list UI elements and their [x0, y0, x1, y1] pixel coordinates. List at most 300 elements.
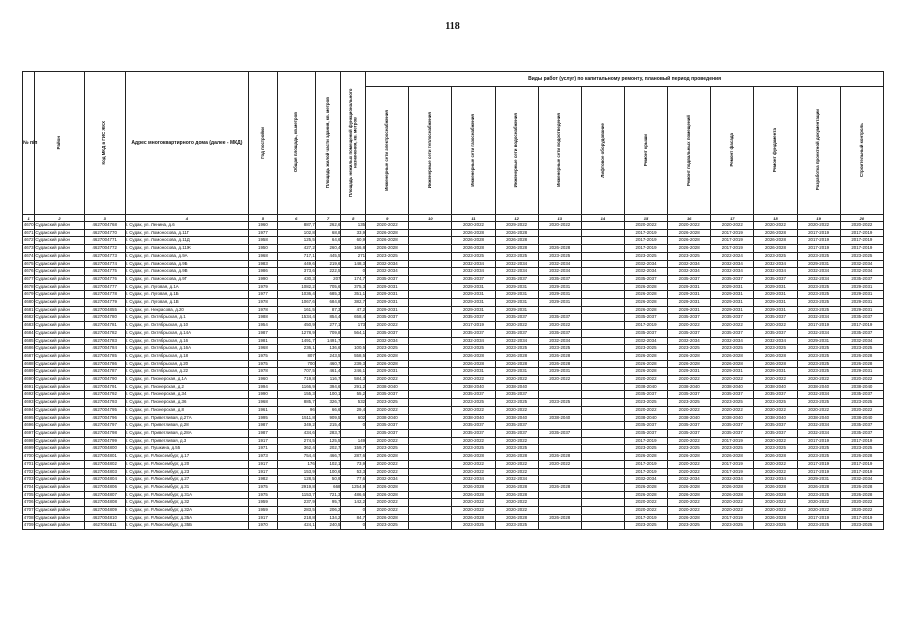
table-cell: 2023-2025 — [711, 345, 754, 353]
table-cell: 4682 — [23, 314, 35, 322]
table-cell: 4673 — [23, 245, 35, 253]
table-cell: 1166,9 — [277, 383, 315, 391]
table-cell: 2026-2028 — [797, 483, 840, 491]
table-row — [23, 406, 884, 414]
table-cell: 2029-2031 — [797, 337, 840, 345]
table-cell: 887,7 — [277, 222, 315, 230]
table-cell: 2035-2037 — [668, 275, 711, 283]
table-cell: 2023-2025 — [624, 252, 667, 260]
table-cell: 2029-2031 — [538, 299, 581, 307]
table-cell: 2020-2022 — [840, 499, 883, 507]
table-cell — [581, 422, 624, 430]
table-cell: 2023-2025 — [366, 399, 409, 407]
table-cell: 207 — [315, 275, 341, 283]
table-cell: Судакский район — [35, 237, 84, 245]
table-cell: 2032-2034 — [840, 476, 883, 484]
table-cell: 909,5 — [315, 414, 341, 422]
table-cell: 2023-2025 — [668, 345, 711, 353]
table-cell: 2026-2028 — [668, 352, 711, 360]
table-cell: 2029-2031 — [797, 260, 840, 268]
table-cell: 2023-2025 — [797, 345, 840, 353]
table-cell: 2017-2019 — [797, 468, 840, 476]
table-cell: Судакский район — [35, 399, 84, 407]
table-cell: 2029-2031 — [495, 283, 538, 291]
table-cell: г. Судак, ул. Пушкина, д.55 — [125, 445, 248, 453]
table-cell: 2029-2031 — [711, 291, 754, 299]
table-cell: 1917 — [249, 468, 278, 476]
table-cell: 2032-2034 — [366, 268, 409, 276]
table-cell: Судакский район — [35, 453, 84, 461]
table-cell: Судакский район — [35, 260, 84, 268]
table-cell: 2026-2028 — [840, 483, 883, 491]
table-cell: 2026-2028 — [538, 514, 581, 522]
table-cell: г. Судак, ул. Пионерская, д.2 — [125, 383, 248, 391]
table-cell: 2026-2028 — [538, 352, 581, 360]
table-cell: 2020-2022 — [366, 460, 409, 468]
table-cell: 2020-2022 — [452, 406, 495, 414]
table-cell: 202,7 — [315, 445, 341, 453]
table-cell: 102,1 — [315, 460, 341, 468]
table-cell — [409, 414, 452, 422]
table-cell: г. Судак, ул. Октябрьская, д.16А — [125, 345, 248, 353]
table-cell: 2020-2022 — [538, 460, 581, 468]
table-cell: 2023-2025 — [754, 399, 797, 407]
table-cell: 2017-2019 — [624, 245, 667, 253]
table-cell: 2035-2037 — [495, 329, 538, 337]
table-cell: 2020-2022 — [668, 468, 711, 476]
table-cell — [409, 499, 452, 507]
table-cell — [409, 268, 452, 276]
table-cell: 2026-2028 — [366, 491, 409, 499]
table-cell: 166,8 — [341, 245, 366, 253]
column-number: 20 — [840, 215, 883, 222]
table-cell: 66,6 — [315, 406, 341, 414]
table-cell: 1960 — [249, 222, 278, 230]
column-number: 7 — [315, 215, 341, 222]
table-row — [23, 399, 884, 407]
table-cell — [581, 352, 624, 360]
table-cell: 4627004796 — [84, 414, 125, 422]
table-cell: 2020-2022 — [452, 437, 495, 445]
table-cell: 2020-2022 — [754, 406, 797, 414]
table-cell: Судакский район — [35, 391, 84, 399]
table-cell: 2023-2025 — [366, 345, 409, 353]
table-cell: 4680 — [23, 299, 35, 307]
table-cell: г. Судак, ул. Приветливая, д.28 — [125, 422, 248, 430]
table-cell: 2035-2037 — [538, 429, 581, 437]
table-cell: 2017-2019 — [797, 437, 840, 445]
table-cell: 2023-2025 — [624, 522, 667, 530]
table-cell: г. Судак, ул. Р.Люксембург, д.32 — [125, 499, 248, 507]
table-cell: 2035-2037 — [495, 422, 538, 430]
table-cell: 2023-2025 — [840, 445, 883, 453]
table-cell: 2032-2034 — [624, 268, 667, 276]
table-cell: 2026-2028 — [668, 453, 711, 461]
table-cell: 2035-2037 — [711, 429, 754, 437]
table-cell — [409, 429, 452, 437]
table-cell: 243,5 — [315, 352, 341, 360]
table-cell: 2023-2025 — [840, 345, 883, 353]
table-cell: 2029-2031 — [711, 299, 754, 307]
table-cell: 721,3 — [315, 491, 341, 499]
header-district: Район — [35, 72, 84, 215]
table-cell: г. Судак, ул. Приветливая, д.27А — [125, 414, 248, 422]
table-cell — [538, 391, 581, 399]
table-cell: 2029-2031 — [452, 299, 495, 307]
table-cell — [581, 476, 624, 484]
table-cell — [409, 368, 452, 376]
table-cell: г. Судак, ул. Октябрьская, д.16 — [125, 337, 248, 345]
table-cell: 2020-2022 — [668, 406, 711, 414]
table-cell: 2017-2019 — [452, 322, 495, 330]
table-cell: 4690 — [23, 376, 35, 384]
table-cell: 2035-2037 — [452, 329, 495, 337]
table-cell: г. Судак, ул. Р.Люксембург, д.31А — [125, 491, 248, 499]
table-cell: 2023-2025 — [668, 399, 711, 407]
table-cell: 1982 — [249, 476, 278, 484]
table-cell: 2038-2040 — [366, 414, 409, 422]
table-cell: 2032-2034 — [668, 476, 711, 484]
table-cell: 2017-2019 — [711, 245, 754, 253]
table-row — [23, 507, 884, 515]
table-cell: 2032-2034 — [711, 476, 754, 484]
table-cell: 2026-2028 — [754, 229, 797, 237]
table-cell: 2032-2034 — [366, 260, 409, 268]
table-cell: 1986 — [249, 268, 278, 276]
table-cell: 2020-2022 — [452, 507, 495, 515]
table-cell: 2032-2034 — [840, 268, 883, 276]
table-cell: 1254,9 — [341, 483, 366, 491]
table-cell: 2023-2025 — [797, 445, 840, 453]
table-cell: 2032-2034 — [754, 337, 797, 345]
table-cell: 2023-2025 — [797, 252, 840, 260]
table-cell: 2026-2028 — [452, 360, 495, 368]
table-cell: 2017-2019 — [797, 514, 840, 522]
table-cell: 2023-2025 — [797, 291, 840, 299]
table-cell: 709,8 — [315, 329, 341, 337]
table-cell: 1959 — [249, 507, 278, 515]
table-cell: 2020-2022 — [495, 468, 538, 476]
table-cell: 2023-2025 — [495, 522, 538, 530]
table-cell: 2035-2037 — [452, 275, 495, 283]
table-cell: 2035-2037 — [538, 275, 581, 283]
column-number: 12 — [495, 215, 538, 222]
table-cell: 2026-2028 — [840, 491, 883, 499]
table-cell: 0 — [341, 507, 366, 515]
table-cell — [581, 491, 624, 499]
table-cell: г. Судак, ул. Приветливая, д.28А — [125, 429, 248, 437]
table-cell: 4627004790 — [84, 376, 125, 384]
table-cell: 2035-2037 — [754, 429, 797, 437]
column-number: 5 — [249, 215, 278, 222]
table-cell: 274,5 — [277, 437, 315, 445]
table-cell: 2017-2019 — [840, 229, 883, 237]
table-cell — [409, 260, 452, 268]
table-cell — [581, 245, 624, 253]
table-row — [23, 453, 884, 461]
table-cell: 2029-2031 — [452, 306, 495, 314]
table-cell: 2020-2022 — [754, 437, 797, 445]
table-cell: 2026-2028 — [538, 483, 581, 491]
table-cell — [409, 252, 452, 260]
table-cell: 4683 — [23, 322, 35, 330]
table-cell: 2017-2019 — [797, 460, 840, 468]
table-cell: 4627004773 — [84, 252, 125, 260]
table-cell: 2020-2022 — [495, 499, 538, 507]
table-row — [23, 329, 884, 337]
table-cell: 2017-2019 — [711, 514, 754, 522]
table-cell: 4672 — [23, 237, 35, 245]
table-cell: Судакский район — [35, 476, 84, 484]
table-cell: 2023-2025 — [797, 283, 840, 291]
table-cell: 466,7 — [315, 453, 341, 461]
table-cell: 2026-2028 — [366, 245, 409, 253]
table-cell: 1990 — [249, 275, 278, 283]
table-cell: 4627004777 — [84, 283, 125, 291]
table-cell: 2017-2019 — [624, 468, 667, 476]
table-cell: 2038-2040 — [840, 383, 883, 391]
header-code: Код МКД в ГИС ЖКХ — [84, 72, 125, 215]
table-cell: 240,5 — [315, 522, 341, 530]
table-cell: 2029-2031 — [711, 368, 754, 376]
table-cell: 4696 — [23, 422, 35, 430]
table-cell: 2020-2022 — [624, 406, 667, 414]
table-cell: 1987 — [249, 329, 278, 337]
table-cell — [409, 468, 452, 476]
table-cell: 658,4 — [341, 314, 366, 322]
table-cell: 450,9 — [277, 322, 315, 330]
table-cell: 684,8 — [315, 299, 341, 307]
table-cell: 2026-2028 — [711, 491, 754, 499]
table-cell: 2032-2034 — [754, 476, 797, 484]
table-cell: 2029-2031 — [366, 306, 409, 314]
table-cell: 2032-2034 — [754, 260, 797, 268]
table-row — [23, 314, 884, 322]
table-cell: 2038-2040 — [538, 414, 581, 422]
table-cell: 239,3 — [341, 360, 366, 368]
table-row — [23, 437, 884, 445]
table-cell: г. Судак, ул. Приветливая, д.3 — [125, 437, 248, 445]
table-cell: 2026-2028 — [452, 483, 495, 491]
table-cell: 2032-2034 — [797, 422, 840, 430]
table-cell — [538, 383, 581, 391]
table-cell: 2020-2022 — [668, 322, 711, 330]
table-cell: 2020-2022 — [538, 322, 581, 330]
table-cell — [409, 422, 452, 430]
table-cell: 4627004792 — [84, 391, 125, 399]
table-cell: 2038-2040 — [495, 383, 538, 391]
table-cell: 2038-2040 — [754, 414, 797, 422]
table-cell: 2035-2037 — [711, 391, 754, 399]
header-total-area: Общая площадь, кв.метров — [277, 72, 315, 215]
table-cell: 215,4 — [315, 422, 341, 430]
table-cell: 2020-2022 — [495, 507, 538, 515]
table-cell: 2032-2034 — [797, 275, 840, 283]
table-cell: 2026-2028 — [668, 360, 711, 368]
table-cell: 2029-2031 — [452, 368, 495, 376]
table-cell: 2029-2031 — [538, 283, 581, 291]
table-cell: 4692 — [23, 391, 35, 399]
table-row — [23, 522, 884, 530]
table-cell: 2020-2022 — [452, 376, 495, 384]
table-cell: 2032-2034 — [668, 260, 711, 268]
table-cell: 1917 — [249, 460, 278, 468]
table-cell — [581, 507, 624, 515]
table-cell: 4674 — [23, 252, 35, 260]
table-cell: 2032-2034 — [452, 476, 495, 484]
header-work-7: Ремонт подвальных помещений — [668, 87, 711, 215]
table-cell: 2023-2025 — [754, 345, 797, 353]
table-cell: 2026-2028 — [711, 352, 754, 360]
table-cell: 2035-2037 — [366, 275, 409, 283]
table-row — [23, 322, 884, 330]
table-cell: 2029-2022 — [495, 222, 538, 230]
table-cell — [538, 499, 581, 507]
table-cell: 2035-2037 — [366, 314, 409, 322]
table-cell: г. Судак, ул. Р.Люксембург, д.23 — [125, 468, 248, 476]
table-cell: г. Судак, ул. Октябрьская, д.1 — [125, 314, 248, 322]
table-cell: 2026-2028 — [452, 514, 495, 522]
table-row — [23, 245, 884, 253]
table-cell: 2026-2028 — [366, 237, 409, 245]
table-cell — [581, 414, 624, 422]
table-cell: 4671 — [23, 229, 35, 237]
table-cell: 2017-2019 — [797, 237, 840, 245]
table-row — [23, 360, 884, 368]
table-cell: 1975 — [249, 360, 278, 368]
table-cell: 4627004770 — [84, 229, 125, 237]
table-cell: 2026-2028 — [366, 229, 409, 237]
table-cell: 4697 — [23, 429, 35, 437]
table-cell: 1983 — [249, 260, 278, 268]
table-cell — [409, 222, 452, 230]
table-cell: 2032-2034 — [495, 268, 538, 276]
table-cell: 2026-2028 — [754, 360, 797, 368]
table-cell: Судакский район — [35, 383, 84, 391]
table-cell — [409, 453, 452, 461]
table-cell: 2026-2028 — [366, 514, 409, 522]
table-cell — [409, 337, 452, 345]
table-cell: 246,1 — [341, 368, 366, 376]
table-cell: 2020-2022 — [840, 507, 883, 515]
table-cell: 2035-2037 — [495, 429, 538, 437]
table-cell: 2026-2028 — [495, 491, 538, 499]
table-cell: 2020-2022 — [538, 222, 581, 230]
table-cell — [581, 376, 624, 384]
table-cell: 2023-2025 — [495, 345, 538, 353]
table-cell: 2032-2034 — [452, 268, 495, 276]
table-row — [23, 368, 884, 376]
table-cell: 2026-2028 — [668, 237, 711, 245]
table-cell: 29,4 — [341, 406, 366, 414]
table-cell — [581, 314, 624, 322]
table-cell: 2023-2025 — [797, 368, 840, 376]
table-cell — [409, 245, 452, 253]
table-cell: 2023-2025 — [624, 445, 667, 453]
table-cell: 2029-2031 — [754, 299, 797, 307]
table-cell: 2029-2031 — [754, 306, 797, 314]
table-cell: 2029-2031 — [840, 299, 883, 307]
table-cell: 2020-2022 — [366, 437, 409, 445]
table-cell: 64,6 — [315, 237, 341, 245]
table-cell: Судакский район — [35, 368, 84, 376]
table-cell: Судакский район — [35, 275, 84, 283]
table-cell: 2026-2028 — [366, 453, 409, 461]
table-cell — [409, 329, 452, 337]
column-number: 14 — [581, 215, 624, 222]
table-cell: 2017-2019 — [711, 468, 754, 476]
table-cell: 2020-2022 — [624, 376, 667, 384]
table-cell: 50,9 — [315, 476, 341, 484]
table-cell — [581, 383, 624, 391]
table-cell — [409, 322, 452, 330]
table-cell: 2026-2028 — [624, 360, 667, 368]
table-cell: 373,6 — [277, 268, 315, 276]
table-cell — [409, 306, 452, 314]
header-work-9: Ремонт фундамента — [754, 87, 797, 215]
table-cell: 2035-2037 — [754, 275, 797, 283]
table-cell: 2023-2025 — [711, 445, 754, 453]
table-cell: 2020-2022 — [624, 507, 667, 515]
table-cell — [409, 376, 452, 384]
table-cell: 2017-2019 — [797, 229, 840, 237]
table-cell: 685,3 — [315, 291, 341, 299]
table-cell: г. Судак, ул. Пионерская, д.36 — [125, 399, 248, 407]
table-cell: 4677 — [23, 275, 35, 283]
table-cell: 2032-2034 — [624, 476, 667, 484]
table-cell: 2023-2025 — [797, 491, 840, 499]
table-cell: 2020-2022 — [452, 499, 495, 507]
table-cell: 4695 — [23, 414, 35, 422]
table-cell: 0 — [341, 522, 366, 530]
table-cell: 2023-2025 — [797, 299, 840, 307]
table-cell: 2029-2031 — [495, 299, 538, 307]
header-address: Адрес многоквартирного дома (далее - МКД) — [125, 72, 248, 215]
header-work-2: Инженерные сети газоснабжения — [452, 87, 495, 215]
table-cell: 1975 — [249, 491, 278, 499]
table-cell: 2026-2028 — [495, 352, 538, 360]
table-cell: 2026-2028 — [495, 229, 538, 237]
table-cell: 1970 — [249, 522, 278, 530]
table-cell: 4700 — [23, 453, 35, 461]
table-cell — [581, 237, 624, 245]
table-cell: 153,9 — [277, 468, 315, 476]
table-cell: 2035-2037 — [840, 275, 883, 283]
table-cell: 2023-2025 — [538, 399, 581, 407]
header-nonliving-area: Площадь нежилых помещений функционального назначения, кв. метров — [341, 72, 366, 215]
table-cell: 260,4 — [315, 245, 341, 253]
table-cell: 2026-2028 — [840, 352, 883, 360]
table-cell: г. Судак, ул. Пионерская, д.8 — [125, 406, 248, 414]
table-cell: 4627004782 — [84, 329, 125, 337]
table-cell — [581, 460, 624, 468]
table-cell: 2038-2040 — [624, 414, 667, 422]
table-cell: 2026-2028 — [538, 453, 581, 461]
table-cell: 87,3 — [315, 306, 341, 314]
table-cell: 2017-2019 — [624, 514, 667, 522]
header-works-group: Виды работ (услуг) по капитальному ремонту, плановый период проведения — [366, 72, 884, 87]
table-cell — [409, 514, 452, 522]
table-cell: г. Судак, ул. Р.Люксембург, д.31 — [125, 483, 248, 491]
table-cell: 2023-2025 — [452, 522, 495, 530]
table-row — [23, 252, 884, 260]
table-cell: 2026-2028 — [668, 229, 711, 237]
table-cell — [581, 260, 624, 268]
table-cell: 2023-2025 — [366, 445, 409, 453]
table-cell: 96 — [277, 406, 315, 414]
table-cell — [581, 468, 624, 476]
table-cell: 2032-2034 — [711, 337, 754, 345]
